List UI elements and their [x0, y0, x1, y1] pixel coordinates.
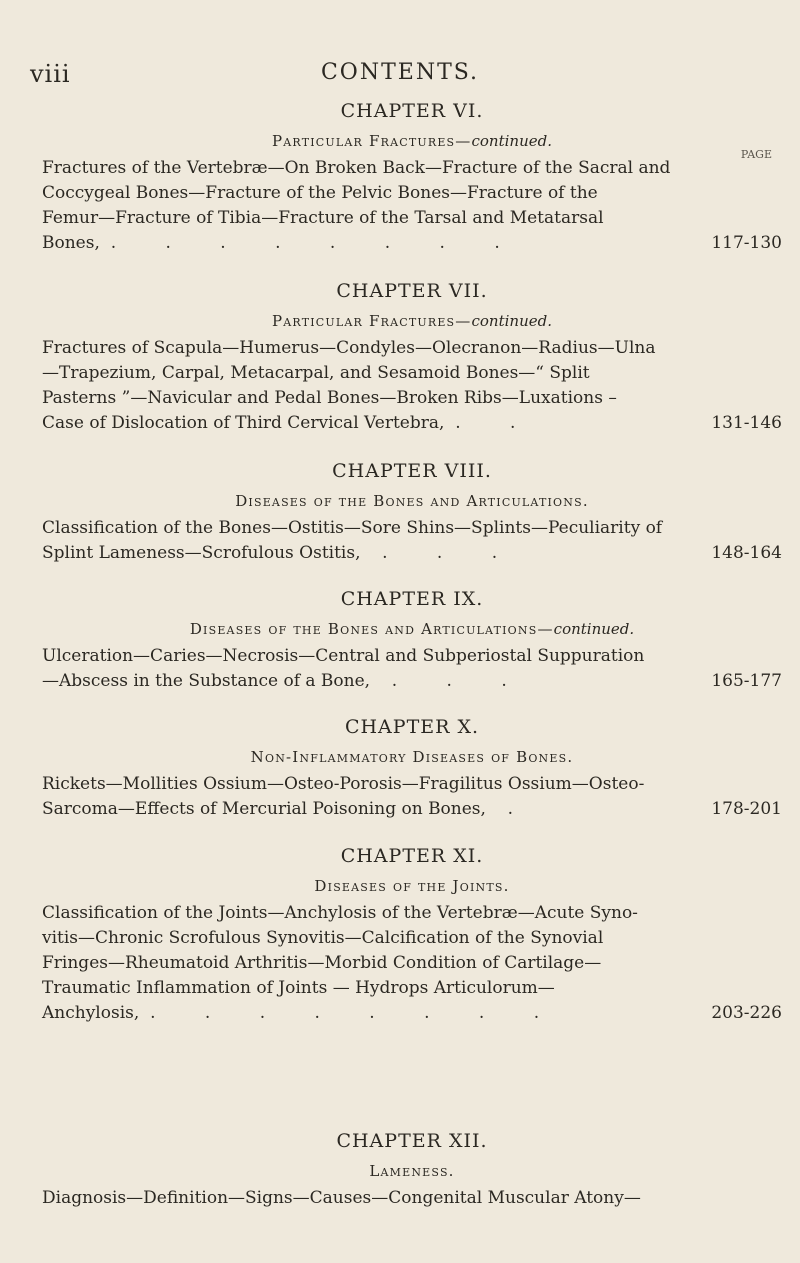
toc-entry: Diagnosis—Definition—Signs—Causes—Congenital Muscular Atony—	[42, 1188, 641, 1208]
toc-entry: PAGE Fractures of the Vertebræ—On Broken Back—Fracture of the Sacral and Coccygeal Bones—Fracture of the Pelvic Bones—Fracture of the Femur—Fracture of Tibia—Fracture of the Tarsal and Metatarsal Bones, . . . . . . . . 117-130	[42, 156, 782, 256]
toc-entry: Ulceration—Caries—Necrosis—Central and Subperiostal Suppuration —Abscess in the Substance of a Bone, . . . 165-177	[42, 644, 782, 694]
chapter-9	[42, 588, 782, 694]
page-column-head: PAGE	[740, 148, 772, 161]
page-range: 203-226	[711, 1003, 782, 1023]
page-number: viii	[30, 60, 71, 88]
chapter-7	[42, 280, 782, 436]
page-header	[0, 52, 800, 92]
chapter-title: CHAPTER VIII.	[332, 460, 492, 482]
toc-entry: Rickets—Mollities Ossium—Osteo-Porosis—Fragilitus Ossium—Osteo- Sarcoma—Effects of Mercurial Poisoning on Bones, . 178-201	[42, 772, 782, 822]
toc-entry: Fractures of Scapula—Humerus—Condyles—Olecranon—Radius—Ulna —Trapezium, Carpal, Metacarpal, and Sesamoid Bones—“ Split Pasterns ”—Navicular and Pedal Bones—Broken Ribs—Luxations – Case of Dislocation of Third Cervical Vertebra, . . 131-146	[42, 336, 782, 436]
chapter-title: CHAPTER X.	[344, 716, 480, 738]
chapter-subtitle: Particular Fractures—continued.	[271, 312, 552, 330]
chapter-6	[42, 100, 782, 256]
page-range: 165-177	[711, 671, 782, 691]
chapter-title: CHAPTER VII.	[336, 280, 488, 302]
chapter-subtitle: Diseases of the Bones and Articulations—continued.	[189, 620, 635, 638]
chapter-8	[42, 460, 782, 566]
toc-entry: Classification of the Joints—Anchylosis of the Vertebræ—Acute Syno- vitis—Chronic Scrofulous Synovitis—Calcification of the Synovial Fringes—Rheumatoid Arthritis—Morbid Condition of Cartilage— Traumatic Inflammation of Joints — Hydrops Articulorum— Anchylosis, . . . . . . . . 203-226	[42, 901, 782, 1026]
chapter-title: CHAPTER XI.	[340, 845, 484, 867]
chapter-11	[42, 845, 782, 1026]
page-range: 131-146	[711, 413, 782, 433]
chapter-subtitle: Non-Inflammatory Diseases of Bones.	[250, 748, 574, 766]
chapter-subtitle: Lameness.	[369, 1162, 455, 1180]
page-range: 117-130	[711, 233, 782, 253]
chapter-title: CHAPTER IX.	[340, 588, 484, 610]
chapter-subtitle: Diseases of the Bones and Articulations.	[235, 492, 589, 510]
chapter-title: CHAPTER VI.	[340, 100, 484, 122]
page-range: 148-164	[711, 543, 782, 563]
chapter-subtitle: Particular Fractures—continued.	[271, 132, 552, 150]
chapter-12	[42, 1130, 782, 1211]
chapter-subtitle: Diseases of the Joints.	[314, 877, 510, 895]
running-title: CONTENTS.	[320, 60, 480, 85]
toc-entry: Classification of the Bones—Ostitis—Sore Shins—Splints—Peculiarity of Splint Lameness—Scrofulous Ostitis, . . . 148-164	[42, 516, 782, 566]
chapter-10	[42, 716, 782, 822]
page-range: 178-201	[711, 799, 782, 819]
chapter-title: CHAPTER XII.	[336, 1130, 488, 1152]
